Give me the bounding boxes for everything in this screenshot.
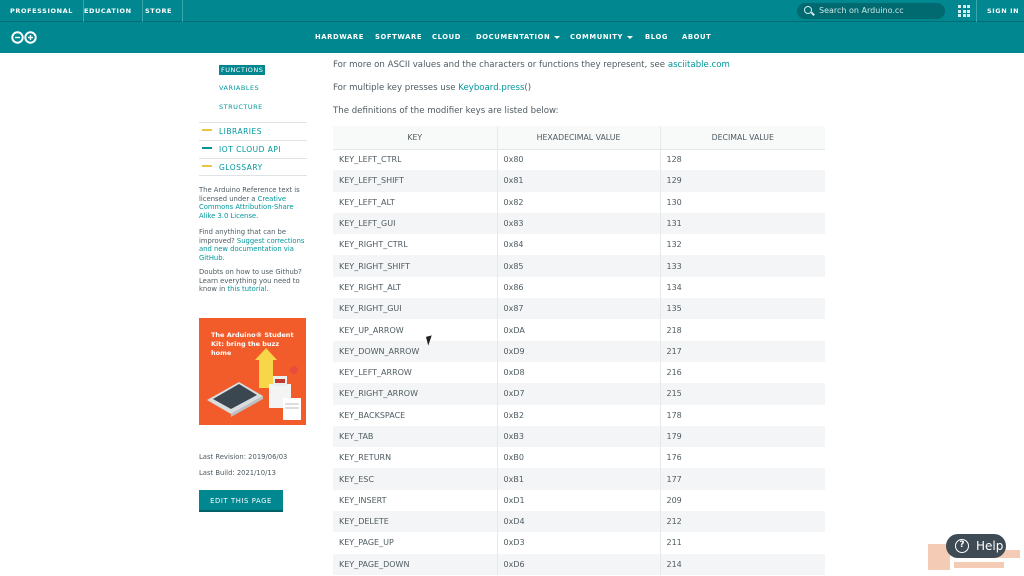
search-input[interactable] (797, 3, 945, 19)
sidebar-item-iot-cloud-api[interactable] (199, 140, 307, 158)
cell-key: KEY_RIGHT_ALT (333, 277, 497, 298)
cell-key: KEY_LEFT_ALT (333, 192, 497, 213)
cell-key: KEY_DELETE (333, 511, 497, 532)
sign-in-button[interactable]: SIGN IN (976, 0, 1024, 22)
help-label: Help (976, 539, 1004, 553)
github-text: Doubts on how to use Github? Learn everything you need to know in (199, 268, 302, 293)
table-row (333, 234, 825, 255)
suggest-corrections-link[interactable]: Suggest corrections and new documentation via GitHub (199, 236, 305, 262)
cell-key: KEY_RIGHT_ARROW (333, 383, 497, 404)
cell-hex: 0x83 (497, 213, 660, 234)
cell-key: KEY_RIGHT_CTRL (333, 234, 497, 255)
cell-key: KEY_PAGE_DOWN (333, 554, 497, 575)
tutorial-link[interactable]: this tutorial (227, 285, 267, 293)
keyboard-press-suffix: () (524, 83, 532, 93)
search-placeholder: Search on Arduino.cc (819, 6, 904, 15)
table-row (333, 511, 825, 532)
cell-key: KEY_RIGHT_GUI (333, 298, 497, 319)
cell-key: KEY_RETURN (333, 447, 497, 468)
promo-title: The Arduino® Student Kit: bring the buzz home (211, 331, 294, 357)
cell-key: KEY_RIGHT_SHIFT (333, 255, 497, 276)
cell-hex: 0xD6 (497, 554, 660, 575)
table-row (333, 341, 825, 362)
license-note: The Arduino Reference text is licensed under a Creative Commons Attribution-Share Alike 3.0 License. (199, 186, 300, 220)
cell-key: KEY_LEFT_ARROW (333, 362, 497, 383)
libraries-bullet-icon (202, 129, 212, 131)
last-revision: Last Revision: 2019/06/03 (199, 453, 288, 461)
license-text: The Arduino Reference text is licensed under a (199, 186, 300, 203)
cell-hex: 0xD4 (497, 511, 660, 532)
modifier-keys-table (333, 126, 825, 575)
cell-hex: 0x82 (497, 192, 660, 213)
nav-cloud[interactable]: CLOUD (432, 33, 462, 41)
cell-key: KEY_UP_ARROW (333, 319, 497, 340)
cell-key: KEY_LEFT_GUI (333, 213, 497, 234)
sidebar-item-libraries[interactable] (199, 122, 307, 140)
improve-note: Find anything that can be improved? Suggest corrections and new documentation via GitHub. (199, 228, 305, 262)
top-bar (0, 0, 1024, 22)
cell-hex: 0xB3 (497, 426, 660, 447)
chevron-down-icon (554, 36, 560, 39)
cell-hex: 0xB2 (497, 405, 660, 426)
cell-key: KEY_DOWN_ARROW (333, 341, 497, 362)
cell-key: KEY_INSERT (333, 490, 497, 511)
table-row (333, 426, 825, 447)
nav-blog[interactable]: BLOG (645, 33, 669, 41)
table-row (333, 468, 825, 489)
cell-decimal: 177 (660, 468, 825, 489)
table-row (333, 554, 825, 575)
table-row (333, 255, 825, 276)
sidebar-item-label: LIBRARIES (219, 127, 262, 136)
sidebar-item-glossary[interactable] (199, 158, 307, 176)
table-row (333, 170, 825, 191)
cell-decimal: 132 (666, 240, 682, 250)
arduino-logo-icon[interactable] (10, 31, 38, 44)
sidebar-item-structure[interactable]: STRUCTURE (219, 103, 263, 111)
cell-hex: 0xD7 (497, 383, 660, 404)
sidebar-item-variables[interactable]: VARIABLES (219, 84, 260, 92)
cell-decimal: 209 (666, 495, 682, 505)
search-icon (804, 6, 812, 14)
question-icon: ? (955, 539, 969, 553)
cell-hex: 0x80 (497, 149, 660, 170)
glossary-bullet-icon (202, 165, 212, 167)
cell-decimal: 133 (660, 255, 825, 276)
table-row (333, 192, 825, 213)
cell-decimal: 179 (660, 426, 825, 447)
column-header-key: KEY (333, 126, 497, 149)
main-nav (0, 22, 1024, 53)
student-kit-illustration-icon (199, 348, 306, 425)
cell-decimal: 218 (666, 325, 682, 335)
cell-decimal: 129 (660, 170, 825, 191)
cell-hex: 0x85 (497, 255, 660, 276)
last-build: Last Build: 2021/10/13 (199, 469, 277, 477)
nav-documentation-label: DOCUMENTATION (476, 33, 551, 41)
cell-key: KEY_BACKSPACE (333, 405, 497, 426)
nav-about[interactable]: ABOUT (682, 33, 712, 41)
table-row (333, 319, 825, 340)
cell-decimal: 217 (660, 341, 825, 362)
cell-decimal: 214 (660, 554, 825, 575)
license-link[interactable]: Creative Commons Attribution-Share Alike 3.0 License (199, 194, 294, 220)
cell-decimal: 131 (660, 213, 825, 234)
edit-page-button[interactable]: EDIT THIS PAGE (199, 490, 283, 512)
cell-decimal: 134 (666, 282, 682, 292)
cell-key: KEY_TAB (333, 426, 497, 447)
nav-community[interactable] (570, 22, 633, 53)
sidebar-item-label: IOT CLOUD API (219, 145, 282, 154)
top-link-professional[interactable]: PROFESSIONAL (0, 0, 84, 22)
cell-decimal: 178 (666, 410, 682, 420)
top-link-education[interactable]: EDUCATION (74, 0, 143, 22)
cell-hex: 0xB0 (497, 447, 660, 468)
iot-bullet-icon (202, 147, 212, 149)
github-note: Doubts on how to use Github? Learn everything you need to know in this tutorial. (199, 268, 302, 293)
cell-key: KEY_ESC (333, 468, 497, 489)
table-row (333, 447, 825, 468)
cell-hex: 0xD8 (497, 362, 660, 383)
keyboard-press-paragraph (333, 83, 531, 93)
table-header-row (333, 126, 825, 149)
definitions-paragraph: The definitions of the modifier keys are listed below: (333, 106, 559, 116)
keyboard-press-text: For multiple key presses use (333, 83, 459, 93)
nav-documentation[interactable] (476, 22, 560, 53)
cell-hex: 0xB1 (497, 468, 660, 489)
cell-decimal: 215 (660, 383, 825, 404)
cell-decimal: 212 (660, 511, 825, 532)
table-row (333, 298, 825, 319)
keyboard-press-link[interactable]: Keyboard.press (458, 83, 525, 93)
help-button[interactable] (946, 534, 1006, 558)
student-kit-promo[interactable] (199, 318, 306, 425)
cell-hex: 0x81 (497, 170, 660, 191)
cell-hex: 0x86 (497, 277, 660, 298)
cell-key: KEY_PAGE_UP (333, 532, 497, 553)
ascii-paragraph (333, 60, 730, 70)
cell-hex: 0xDA (497, 319, 660, 340)
cell-hex: 0x84 (497, 234, 660, 255)
table-row (333, 490, 825, 511)
cell-hex: 0xD1 (497, 490, 660, 511)
table-row (333, 532, 825, 553)
cell-hex: 0xD3 (497, 532, 660, 553)
table-row (333, 362, 825, 383)
cell-hex: 0x87 (497, 298, 660, 319)
cell-key: KEY_LEFT_SHIFT (333, 170, 497, 191)
cell-decimal: 128 (666, 155, 682, 165)
nav-software[interactable]: SOFTWARE (375, 33, 423, 41)
apps-grid-icon[interactable] (958, 5, 970, 17)
table-row (333, 277, 825, 298)
table-row (333, 405, 825, 426)
cell-decimal: 176 (666, 453, 682, 463)
improve-text: Find anything that can be improved? (199, 228, 287, 245)
cell-decimal: 216 (666, 368, 682, 378)
asciitable-link[interactable]: asciitable.com (667, 60, 730, 70)
sidebar-item-label: GLOSSARY (219, 163, 263, 172)
column-header-hex: HEXADECIMAL VALUE (497, 126, 660, 149)
table-row (333, 149, 825, 170)
top-link-store[interactable]: STORE (135, 0, 183, 22)
chevron-down-icon (627, 36, 633, 39)
cell-decimal: 211 (666, 538, 682, 548)
table-body (333, 149, 825, 575)
table-row (333, 213, 825, 234)
ascii-text: For more on ASCII values and the characters or functions they represent, see (333, 60, 668, 70)
cell-hex: 0xD9 (497, 341, 660, 362)
cell-key: KEY_LEFT_CTRL (333, 149, 497, 170)
sidebar-item-functions[interactable]: FUNCTIONS (221, 66, 264, 74)
nav-community-label: COMMUNITY (570, 33, 623, 41)
table-row (333, 383, 825, 404)
cell-decimal: 130 (666, 197, 682, 207)
column-header-decimal: DECIMAL VALUE (660, 126, 825, 149)
nav-hardware[interactable]: HARDWARE (315, 33, 364, 41)
cell-decimal: 135 (660, 298, 825, 319)
